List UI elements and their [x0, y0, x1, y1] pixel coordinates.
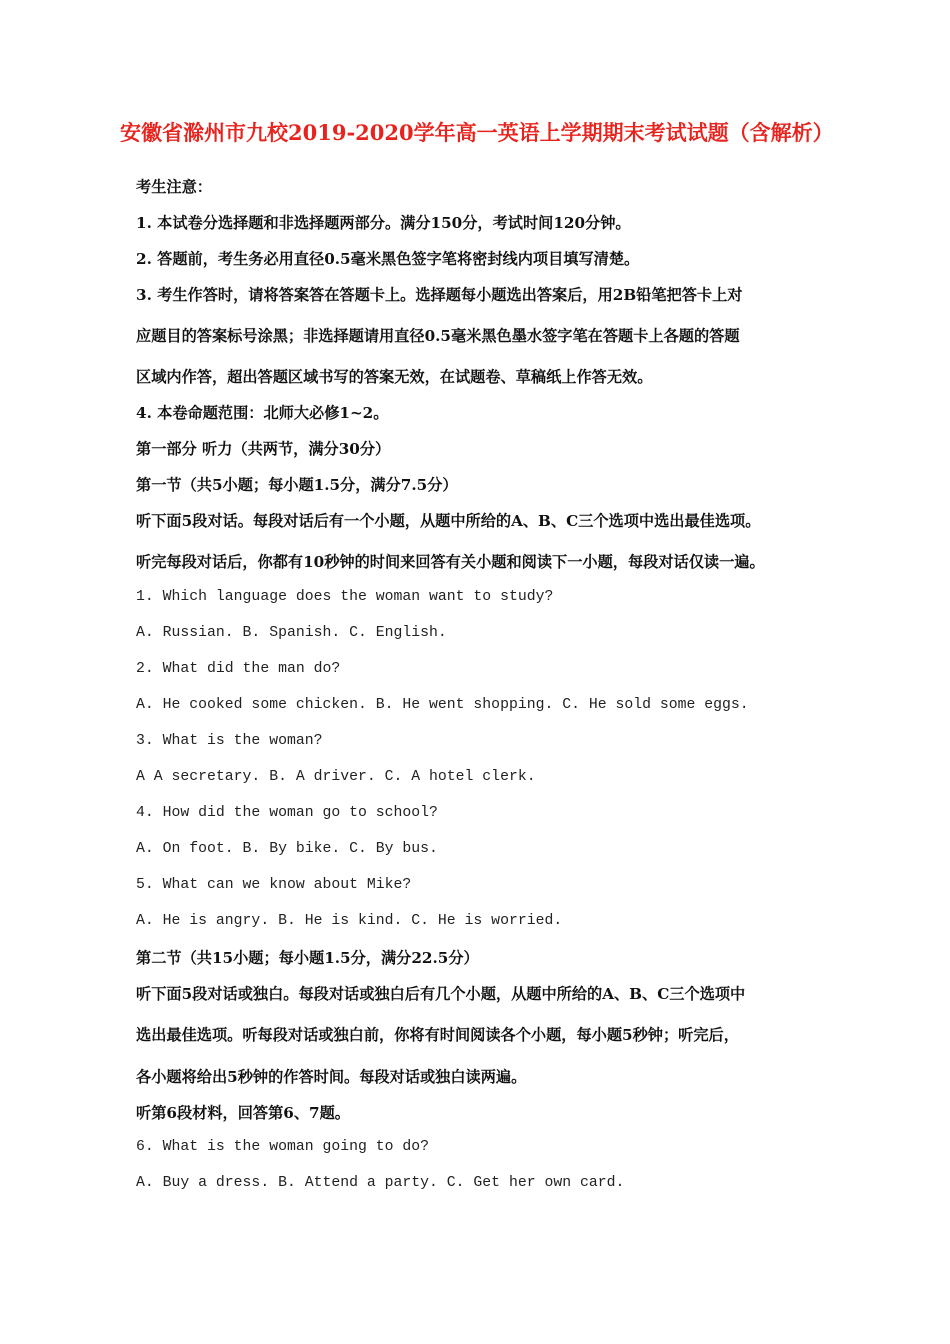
notice-item-4: 4. 本卷命题范围：北师大必修1~2。: [136, 404, 389, 422]
section-instruction: 各小题将给出5秒钟的作答时间。每段对话或独白读两遍。: [136, 1068, 527, 1086]
section-instruction: 听完每段对话后，你都有10秒钟的时间来回答有关小题和阅读下一小题，每段对话仅读一遍。: [136, 553, 765, 571]
question: 4. How did the woman go to school?: [136, 805, 438, 821]
section-instruction: 选出最佳选项。听每段对话或独白前，你将有时间阅读各个小题，每小题5秒钟；听完后，: [136, 1026, 739, 1044]
question-options: A. Russian. B. Spanish. C. English.: [136, 625, 447, 641]
question-options: A A secretary. B. A driver. C. A hotel clerk.: [136, 769, 536, 785]
notice-item-3-cont: 区域内作答，超出答题区域书写的答案无效，在试题卷、草稿纸上作答无效。: [136, 368, 653, 386]
question-options: A. On foot. B. By bike. C. By bus.: [136, 841, 438, 857]
question: 2. What did the man do?: [136, 661, 341, 677]
section-instruction: 听下面5段对话或独白。每段对话或独白后有几个小题，从题中所给的A、B、C三个选项中: [136, 985, 746, 1003]
section-heading: 第一节（共5小题；每小题1.5分，满分7.5分）: [136, 476, 458, 494]
section-instruction: 听下面5段对话。每段对话后有一个小题，从题中所给的A、B、C三个选项中选出最佳选项。: [136, 512, 761, 530]
question-options: A. Buy a dress. B. Attend a party. C. Get her own card.: [136, 1175, 625, 1191]
question: 5. What can we know about Mike?: [136, 877, 412, 893]
notice-heading: 考生注意：: [136, 178, 212, 196]
notice-item-3: 3. 考生作答时，请将答案答在答题卡上。选择题每小题选出答案后，用2B铅笔把答卡上对: [136, 286, 743, 304]
question: 6. What is the woman going to do?: [136, 1139, 430, 1155]
question: 1. Which language does the woman want to study?: [136, 589, 554, 605]
notice-item-3-cont: 应题目的答案标号涂黑；非选择题请用直径0.5毫米黑色墨水签字笔在答题卡上各题的答题: [136, 327, 740, 345]
section-heading: 第二节（共15小题；每小题1.5分，满分22.5分）: [136, 949, 479, 967]
part-heading: 第一部分 听力（共两节，满分30分）: [136, 440, 391, 458]
question-options: A. He cooked some chicken. B. He went shopping. C. He sold some eggs.: [136, 697, 749, 713]
notice-item-2: 2. 答题前，考生务必用直径0.5毫米黑色签字笔将密封线内项目填写清楚。: [136, 250, 640, 268]
question: 3. What is the woman?: [136, 733, 323, 749]
question-options: A. He is angry. B. He is kind. C. He is worried.: [136, 913, 563, 929]
notice-item-1: 1. 本试卷分选择题和非选择题两部分。满分150分，考试时间120分钟。: [136, 214, 631, 232]
document-title: 安徽省滁州市九校2019-2020学年高一英语上学期期末考试试题（含解析）: [120, 120, 834, 145]
material-heading: 听第6段材料，回答第6、7题。: [136, 1104, 350, 1122]
